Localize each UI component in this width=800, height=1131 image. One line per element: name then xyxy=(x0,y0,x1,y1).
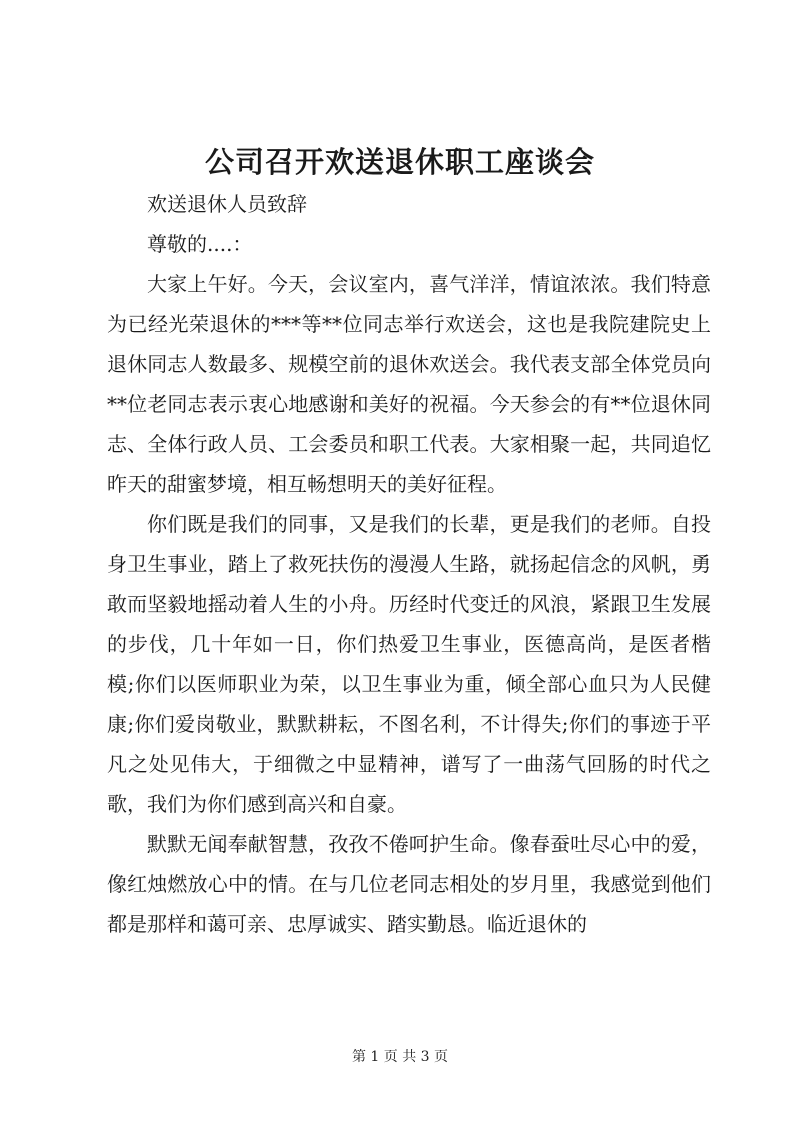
page-number-footer: 第 1 页 共 3 页 xyxy=(351,1049,449,1065)
paragraph-greeting: 尊敬的....： xyxy=(147,232,253,256)
document-title: 公司召开欢送退休职工座谈会 xyxy=(204,145,595,179)
paragraph-body-3: 默默无闻奉献智慧，孜孜不倦呵护生命。像春蚕吐尽心中的爱，像红烛燃放心中的情。在与几位老同志相处的岁月里，我感觉到他们都是那样和蔼可亲、忠厚诚实、踏实勤恳。临近退休的 xyxy=(107,832,711,936)
paragraph-salutation-heading: 欢送退休人员致辞 xyxy=(147,192,307,216)
paragraph-body-1: 大家上午好。今天，会议室内，喜气洋洋，情谊浓浓。我们特意为已经光荣退休的***等**位同志举行欢送会，这也是我院建院史上退休同志人数最多、规模空前的退休欢送会。我代表支部全体党员向**位老同志表示衷心地感谢和美好的祝福。今天参会的有**位退休同志、全体行政人员、工会委员和职工代表。大家相聚一起，共同追忆昨天的甜蜜梦境，相互畅想明天的美好征程。 xyxy=(107,272,711,496)
paragraph-body-2: 你们既是我们的同事，又是我们的长辈，更是我们的老师。自投身卫生事业，踏上了救死扶伤的漫漫人生路，就扬起信念的风帆，勇敢而坚毅地摇动着人生的小舟。历经时代变迁的风浪，紧跟卫生发展的步伐，几十年如一日，你们热爱卫生事业，医德高尚，是医者楷模;你们以医师职业为荣，以卫生事业为重，倾全部心血只为人民健康;你们爱岗敬业，默默耕耘，不图名利，不计得失;你们的事迹于平凡之处见伟大，于细微之中显精神，谱写了一曲荡气回肠的时代之歌，我们为你们感到高兴和自豪。 xyxy=(107,512,711,816)
document-body xyxy=(107,184,711,944)
